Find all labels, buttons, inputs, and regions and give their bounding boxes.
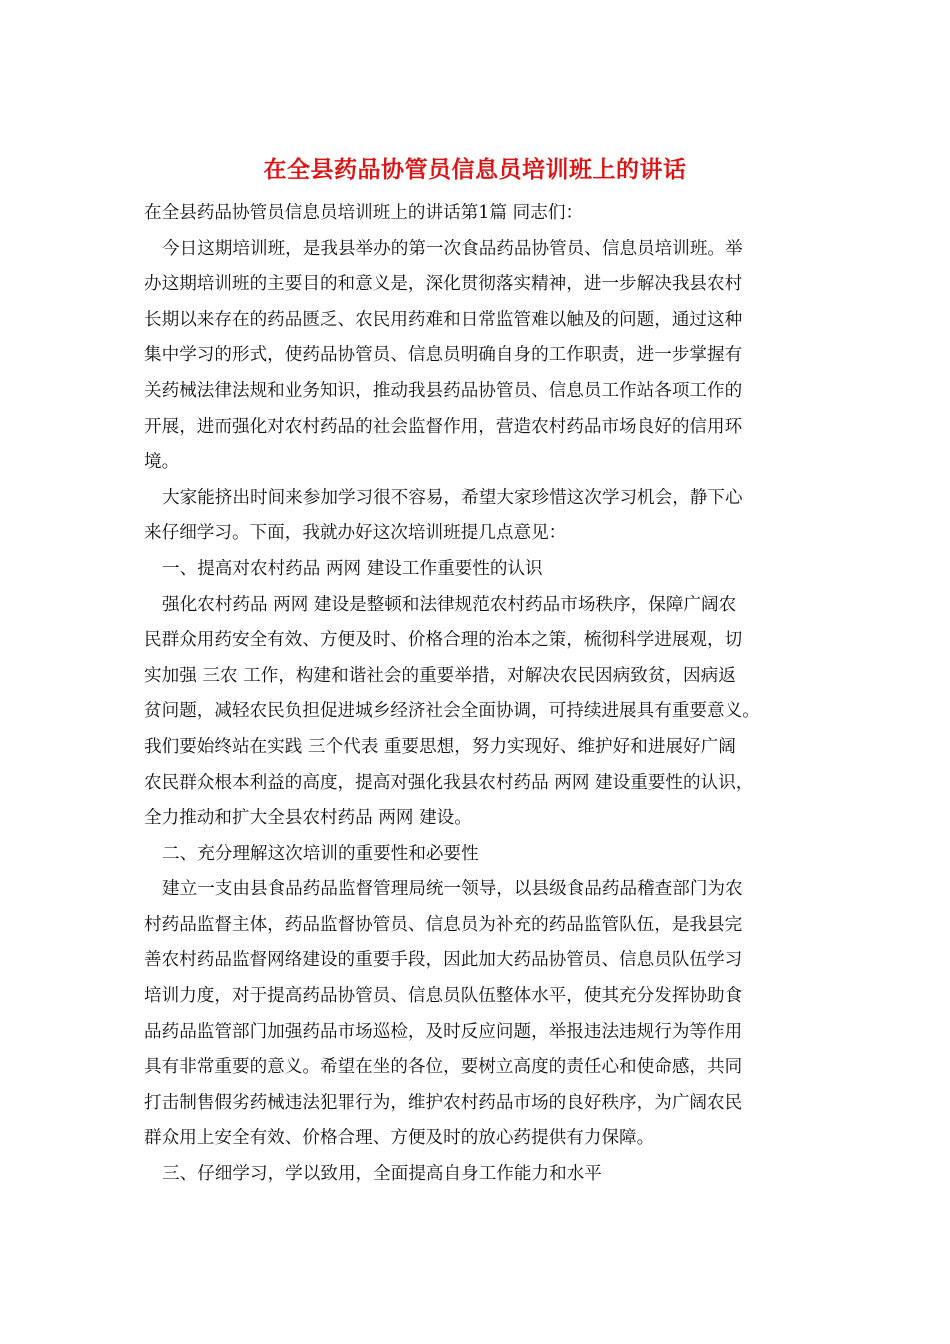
- text-line: 培训力度，对于提高药品协管员、信息员队伍整体水平，使其充分发挥协助食: [144, 986, 743, 1007]
- text-line: 群众用上安全有效、价格合理、方便及时的放心药提供有力保障。: [144, 1128, 655, 1149]
- text-line: 善农村药品监督网络建设的重要手段，因此加大药品协管员、信息员队伍学习: [144, 950, 743, 971]
- text-line: 开展，进而强化对农村药品的社会监督作用，营造农村药品市场良好的信用环: [144, 416, 743, 437]
- text-line: 具有非常重要的意义。希望在坐的各位，要树立高度的责任心和使命感，共同: [144, 1057, 743, 1078]
- text-line: 大家能挤出时间来参加学习很不容易，希望大家珍惜这次学习机会，静下心: [162, 487, 743, 508]
- text-line: 集中学习的形式，使药品协管员、信息员明确自身的工作职责，进一步掌握有: [144, 345, 743, 366]
- text-line: 一、提高对农村药品 两网 建设工作重要性的认识: [162, 558, 543, 579]
- text-line: 境。: [144, 452, 180, 473]
- text-line: 三、仔细学习，学以致用，全面提高自身工作能力和水平: [162, 1164, 602, 1185]
- text-line: 强化农村药品 两网 建设是整顿和法律规范农村药品市场秩序，保障广阔农: [162, 594, 737, 615]
- text-line: 民群众用药安全有效、方便及时、价格合理的治本之策，梳彻科学进展观，切: [144, 630, 743, 651]
- text-line: 贫问题，减轻农民负担促进城乡经济社会全面协调，可持续进展具有重要意义。: [144, 701, 760, 722]
- text-line: 长期以来存在的药品匮乏、农民用药难和日常监管难以触及的问题，通过这种: [144, 309, 743, 330]
- text-line: 来仔细学习。下面，我就办好这次培训班提几点意见：: [144, 523, 567, 544]
- text-line: 我们要始终站在实践 三个代表 重要思想，努力实现好、维护好和进展好广阔: [144, 736, 736, 757]
- text-line: 村药品监督主体，药品监督协管员、信息员为补充的药品监管队伍，是我县完: [144, 914, 743, 935]
- text-line: 全力推动和扩大全县农村药品 两网 建设。: [144, 808, 472, 829]
- text-line: 今日这期培训班，是我县举办的第一次食品药品协管员、信息员培训班。举: [162, 238, 743, 259]
- text-line: 建立一支由县食品药品监督管理局统一领导，以县级食品药品稽查部门为农: [162, 879, 743, 900]
- text-line: 品药品监管部门加强药品市场巡检，及时反应问题，举报违法违规行为等作用: [144, 1021, 743, 1042]
- document-title: 在全县药品协管员信息员培训班上的讲话: [263, 156, 687, 183]
- text-line: 办这期培训班的主要目的和意义是，深化贯彻落实精神，进一步解决我县农村: [144, 274, 743, 295]
- text-line: 农民群众根本利益的高度，提高对强化我县农村药品 两网 建设重要性的认识，: [144, 772, 754, 793]
- text-line: 实加强 三农 工作，构建和谐社会的重要举措，对解决农民因病致贫，因病返: [144, 665, 736, 686]
- document-body: [144, 196, 804, 1193]
- text-line: 打击制售假劣药械违法犯罪行为，维护农村药品市场的良好秩序，为广阔农民: [144, 1092, 743, 1113]
- text-line: 关药械法律法规和业务知识，推动我县药品协管员、信息员工作站各项工作的: [144, 380, 743, 401]
- text-line: 在全县药品协管员信息员培训班上的讲话第1篇 同志们：: [144, 203, 584, 223]
- text-line: 二、充分理解这次培训的重要性和必要性: [162, 843, 479, 864]
